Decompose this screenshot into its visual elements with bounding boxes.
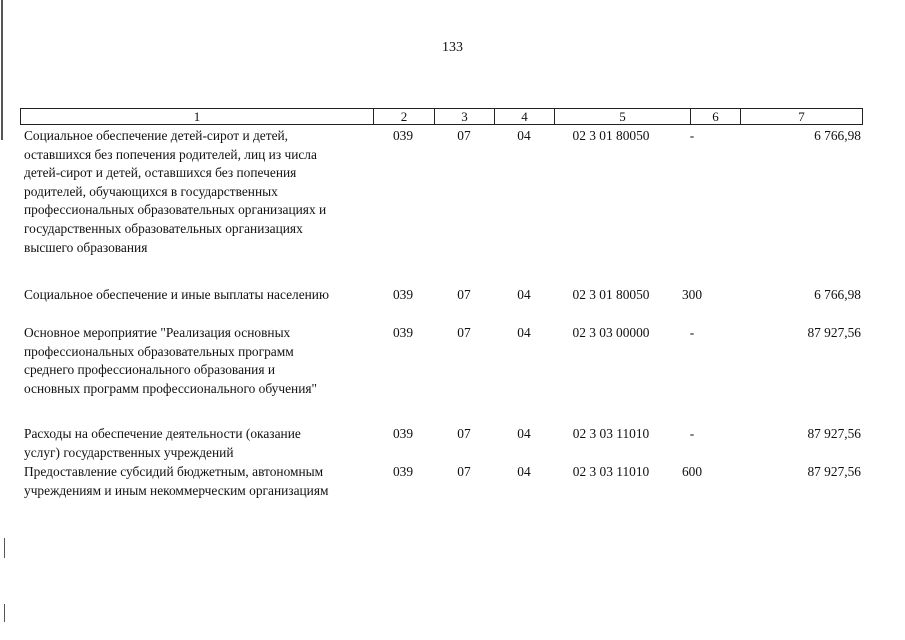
row-col6: 600: [681, 464, 703, 479]
header-cell-7: 7: [740, 109, 862, 124]
row-description: [24, 286, 374, 305]
row-col7: 87 927,56: [807, 464, 861, 479]
description-line: Расходы на обеспечение деятельности (оказание: [24, 426, 301, 441]
description-line: профессиональных образовательных организациях и: [24, 202, 327, 218]
row-col3: 07: [457, 287, 471, 302]
scan-margin-line-foot: [4, 604, 5, 622]
row-col2: 039: [392, 426, 414, 441]
row-col6: -: [689, 426, 695, 441]
description-line: оставшихся без попечения родителей, лиц из числа: [24, 146, 317, 162]
row-col4: 04: [517, 287, 531, 302]
row-col5: 02 3 03 11010: [572, 426, 650, 441]
row-col3: 07: [457, 464, 471, 479]
row-col3: 07: [457, 128, 471, 143]
row-col7: 87 927,56: [807, 426, 861, 441]
row-col4: 04: [517, 325, 531, 340]
description-line: детей-сирот и детей, оставшихся без попечения: [24, 165, 297, 181]
row-col4: 04: [517, 464, 531, 479]
description-line: услуг) государственных учреждений: [24, 444, 234, 460]
description-line: государственных образовательных организациях: [24, 220, 303, 236]
row-col2: 039: [392, 464, 414, 479]
row-description: [24, 463, 374, 500]
description-line: Социальное обеспечение детей-сирот и детей,: [24, 128, 289, 143]
scan-margin-line-bottom: [4, 538, 5, 558]
row-col7: 6 766,98: [814, 128, 861, 143]
description-line: Основное мероприятие "Реализация основных: [24, 325, 291, 340]
row-col7: 6 766,98: [814, 287, 861, 302]
description-line: среднего профессионального образования и: [24, 362, 276, 378]
row-col7: 87 927,56: [807, 325, 861, 340]
row-description: [24, 127, 374, 257]
header-cell-5: 5: [554, 109, 690, 124]
page-number: 133: [442, 40, 463, 55]
header-cell-4: 4: [494, 109, 554, 124]
description-line: Предоставление субсидий бюджетным, автономным: [24, 464, 324, 479]
description-line: основных программ профессионального обучения": [24, 380, 318, 396]
header-cell-2: 2: [373, 109, 434, 124]
row-col4: 04: [517, 426, 531, 441]
description-line: профессиональных образовательных программ: [24, 343, 294, 359]
row-col3: 07: [457, 325, 471, 340]
row-col5: 02 3 03 00000: [572, 325, 650, 340]
row-col3: 07: [457, 426, 471, 441]
row-description: [24, 324, 374, 398]
description-line: высшего образования: [24, 239, 148, 255]
header-cell-1: 1: [193, 109, 201, 124]
description-line: учреждениям и иным некоммерческим организациям: [24, 482, 329, 498]
row-col4: 04: [517, 128, 531, 143]
row-col5: 02 3 03 11010: [572, 464, 650, 479]
row-description: [24, 425, 374, 462]
header-cell-3: 3: [434, 109, 494, 124]
row-col2: 039: [392, 287, 414, 302]
row-col6: -: [689, 325, 695, 340]
scan-margin-line-top: [1, 0, 3, 140]
row-col2: 039: [392, 128, 414, 143]
table-header-row: [20, 108, 863, 125]
row-col2: 039: [392, 325, 414, 340]
row-col5: 02 3 01 80050: [572, 287, 650, 302]
row-col6: -: [689, 128, 695, 143]
description-line: родителей, обучающихся в государственных: [24, 183, 278, 199]
row-col6: 300: [681, 287, 703, 302]
row-col5: 02 3 01 80050: [572, 128, 650, 143]
header-cell-6: 6: [690, 109, 740, 124]
description-line: Социальное обеспечение и иные выплаты населению: [24, 287, 329, 302]
